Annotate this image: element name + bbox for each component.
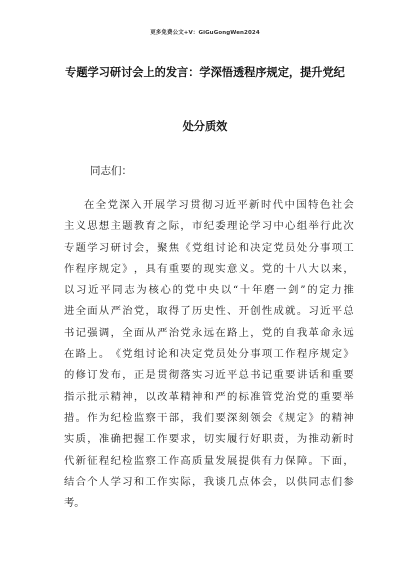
body-line: 在 路 上 。 《 党 组 讨 论 和 决 定 党 员 处 分 事 项 工 作 程 序 规 定 》 <box>64 348 354 361</box>
body-line: 的 修 订 发 布 ， 正 是 贯 彻 落 实 习 近 平 总 书 记 重 要 讲 话 和 重 要 <box>64 369 354 382</box>
body-line: 以 习 近 平 同 志 为 核 心 的 党 中 央 以 “ 十 年 磨 一 剑 ” 的 定 力 推 <box>64 284 354 297</box>
body-line: 考。 <box>64 497 85 510</box>
body-line: 书 记 强 调 ， 全 面 从 严 治 党 永 远 在 路 上 ， 党 的 自 我 革 命 永 远 <box>64 326 354 339</box>
body-line: 进 全 面 从 严 治 党 ， 取 得 了 历 史 性 、 开 创 性 成 就 。 习 近 平 总 <box>64 305 354 318</box>
document-title-line-1: 专题学习研讨会上的发言：学深悟透程序规定，提升党纪 <box>65 66 345 79</box>
body-paragraph <box>64 195 354 514</box>
body-line: 结 合 个 人 学 习 和 工 作 实 际 ， 我 谈 几 点 体 会 ， 以 供 同 志 们 参 <box>64 475 354 488</box>
body-line: 代 新 征 程 纪 检 监 察 工 作 高 质 量 发 展 提 供 有 力 保 障 。 下 面 ， <box>64 454 354 467</box>
header-note: 更多免费公文+V：GiGuGongWen2024 <box>150 30 260 36</box>
body-line: 指 示 批 示 精 神 ， 以 改 革 精 神 和 严 的 标 准 管 党 治 党 的 重 要 举 <box>64 390 354 403</box>
body-line: 实 质 ， 准 确 把 握 工 作 要 求 ， 切 实 履 行 好 职 责 ， 为 推 动 新 时 <box>64 433 354 446</box>
body-line: 专 题 学 习 研 讨 会 ， 聚 焦 《 党 组 讨 论 和 决 定 党 员 处 分 事 项 工 <box>64 241 354 254</box>
document-title-line-2: 处分质效 <box>182 120 228 133</box>
body-line: 作 程 序 规 定 》 ， 具 有 重 要 的 现 实 意 义 。 党 的 十 八 大 以 来 ， <box>64 262 354 275</box>
body-line: 主 义 思 想 主 题 教 育 之 际 ， 市 纪 委 理 论 学 习 中 心 组 举 行 此 次 <box>64 220 354 233</box>
body-line: 措 。 作 为 纪 检 监 察 干 部 ， 我 们 要 深 刻 领 会 《 规 定 》 的 精 神 <box>64 411 354 424</box>
body-line: 在 全 党 深 入 开 展 学 习 贯 彻 习 近 平 新 时 代 中 国 特 色 社 会 <box>84 199 354 211</box>
salutation: 同志们： <box>90 165 132 177</box>
